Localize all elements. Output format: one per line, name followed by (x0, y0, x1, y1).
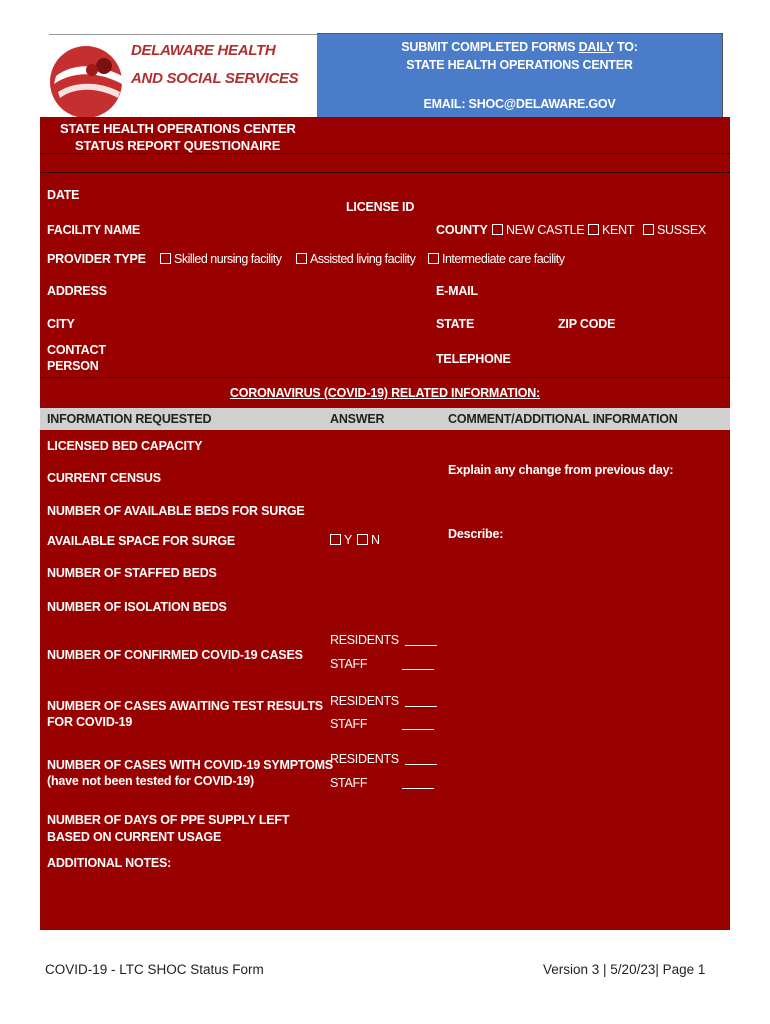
checkbox-icon (492, 224, 503, 235)
zip-code-label: ZIP CODE (558, 317, 616, 331)
checkbox-icon (588, 224, 599, 235)
provider-option-assisted[interactable]: Assisted living facility (296, 252, 415, 266)
blank-line (402, 787, 434, 789)
row-additional-notes: ADDITIONAL NOTES: (47, 856, 172, 870)
facility-name-label: FACILITY NAME (47, 223, 141, 237)
email-label: E-MAIL (436, 284, 478, 298)
blank-line (402, 668, 434, 670)
submit-line1: SUBMIT COMPLETED FORMS DAILY TO: (401, 40, 638, 54)
row-ppe-2: BASED ON CURRENT USAGE (47, 830, 222, 844)
contact-person-label-2: PERSON (47, 359, 99, 373)
confirmed-staff[interactable]: STAFF (330, 657, 434, 671)
awaiting-residents[interactable]: RESIDENTS (330, 694, 437, 708)
row-licensed-bed-capacity: LICENSED BED CAPACITY (47, 439, 203, 453)
form-title-line2: STATUS REPORT QUESTIONAIRE (75, 138, 281, 153)
row-current-census: CURRENT CENSUS (47, 471, 161, 485)
daily-underlined: DAILY (578, 40, 614, 54)
row-isolation-beds: NUMBER OF ISOLATION BEDS (47, 600, 227, 614)
county-option-new-castle[interactable]: NEW CASTLE (492, 223, 584, 237)
date-label: DATE (47, 188, 80, 202)
checkbox-icon (428, 253, 439, 264)
describe-text: Describe: (448, 527, 504, 541)
checkbox-icon (357, 534, 368, 545)
col-header-comment: COMMENT/ADDITIONAL INFORMATION (448, 412, 678, 426)
provider-type-label: PROVIDER TYPE (47, 252, 146, 266)
header-rule (49, 34, 317, 35)
org-name-line1: DELAWARE HEALTH (131, 42, 276, 59)
explain-change-text: Explain any change from previous day: (448, 463, 674, 477)
blank-line (402, 728, 434, 730)
row-symptoms-1: NUMBER OF CASES WITH COVID-19 SYMPTOMS (47, 758, 333, 772)
address-label: ADDRESS (47, 284, 107, 298)
submit-email: EMAIL: SHOC@DELAWARE.GOV (423, 97, 616, 111)
form-background (40, 117, 730, 930)
col-header-answer: ANSWER (330, 412, 385, 426)
row-ppe-1: NUMBER OF DAYS OF PPE SUPPLY LEFT (47, 813, 290, 827)
submit-line2: STATE HEALTH OPERATIONS CENTER (406, 58, 633, 72)
surge-space-yes-no[interactable]: Y N (330, 533, 380, 547)
confirmed-residents[interactable]: RESIDENTS (330, 633, 437, 647)
form-title-line1: STATE HEALTH OPERATIONS CENTER (60, 121, 296, 136)
covid-section-divider (40, 377, 730, 378)
row-surge-beds: NUMBER OF AVAILABLE BEDS FOR SURGE (47, 504, 305, 518)
provider-option-skilled[interactable]: Skilled nursing facility (160, 252, 282, 266)
footer-right: Version 3 | 5/20/23| Page 1 (543, 962, 706, 977)
state-label: STATE (436, 317, 475, 331)
county-label: COUNTY (436, 223, 488, 237)
symptoms-residents[interactable]: RESIDENTS (330, 752, 437, 766)
contact-person-label-1: CONTACT (47, 343, 106, 357)
col-header-info: INFORMATION REQUESTED (47, 412, 212, 426)
provider-option-intermediate[interactable]: Intermediate care facility (428, 252, 564, 266)
row-confirmed-cases: NUMBER OF CONFIRMED COVID-19 CASES (47, 648, 303, 662)
org-name-line2: AND SOCIAL SERVICES (131, 70, 299, 87)
telephone-label: TELEPHONE (436, 352, 511, 366)
checkbox-icon (330, 534, 341, 545)
dhss-logo-icon (46, 40, 130, 124)
county-option-sussex[interactable]: SUSSEX (643, 223, 706, 237)
footer-left: COVID-19 - LTC SHOC Status Form (45, 962, 264, 977)
blank-line (405, 705, 437, 707)
row-surge-space: AVAILABLE SPACE FOR SURGE (47, 534, 236, 548)
checkbox-icon (160, 253, 171, 264)
license-id-label: LICENSE ID (346, 200, 415, 214)
title-divider-2 (40, 172, 730, 173)
row-awaiting-results-1: NUMBER OF CASES AWAITING TEST RESULTS (47, 699, 323, 713)
blank-line (405, 763, 437, 765)
checkbox-icon (643, 224, 654, 235)
title-divider (40, 153, 730, 154)
awaiting-staff[interactable]: STAFF (330, 717, 434, 731)
county-option-kent[interactable]: KENT (588, 223, 634, 237)
row-symptoms-2: (have not been tested for COVID-19) (47, 774, 254, 788)
symptoms-staff[interactable]: STAFF (330, 776, 434, 790)
blank-line (405, 644, 437, 646)
city-label: CITY (47, 317, 75, 331)
checkbox-icon (296, 253, 307, 264)
row-staffed-beds: NUMBER OF STAFFED BEDS (47, 566, 217, 580)
covid-section-title: CORONAVIRUS (COVID-19) RELATED INFORMATION: (229, 386, 541, 400)
row-awaiting-results-2: FOR COVID-19 (47, 715, 133, 729)
